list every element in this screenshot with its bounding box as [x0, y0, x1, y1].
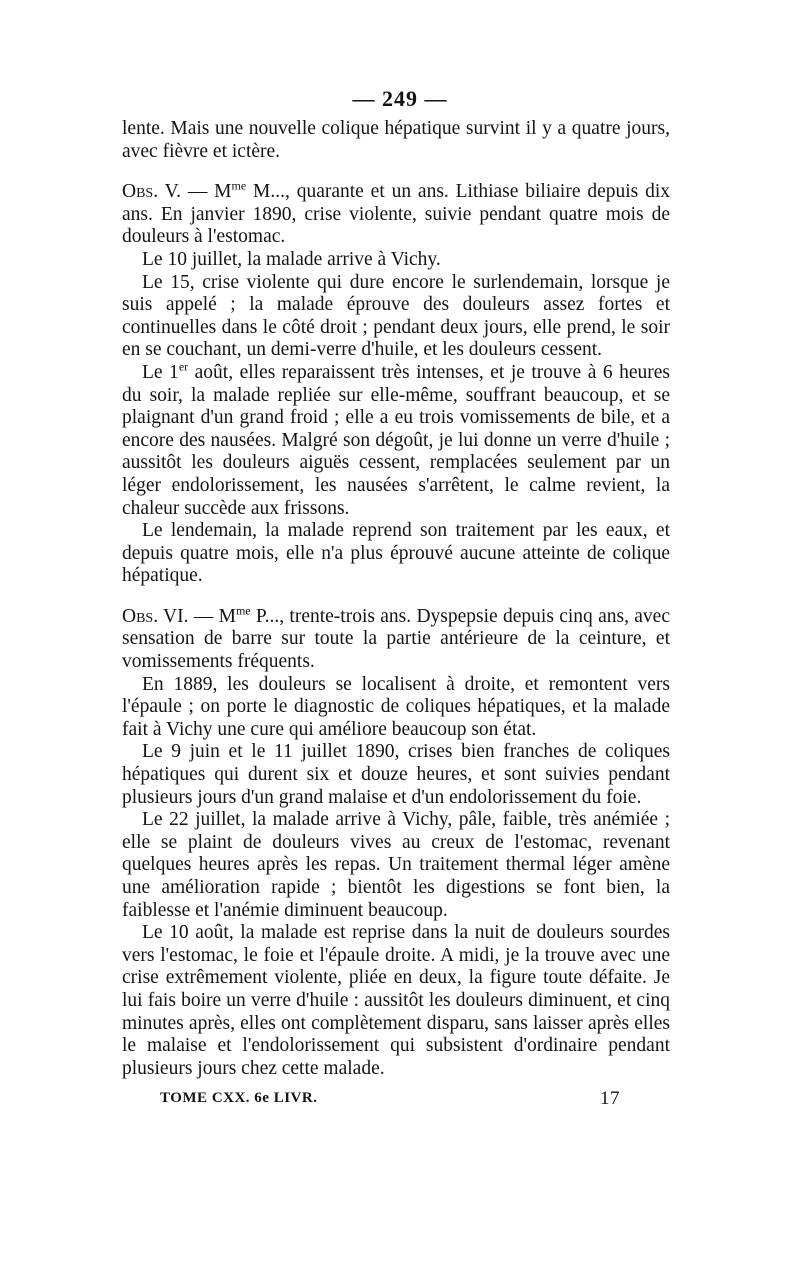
paragraph: Le 9 juin et le 11 juillet 1890, crises bien franches de coliques hépatiques qui durent six et douze heures, et sont suivies pendant plusieurs jours d'un grand malaise et d'un endolorissement du foie. — [122, 741, 670, 808]
paragraph: Le 22 juillet, la malade arrive à Vichy, pâle, faible, très anémiée ; elle se plaint de douleurs vives au creux de l'estomac, revenant quelques heures après les repas. Un traitement thermal léger amène une amélioration rapide ; bientôt les digestions se font bien, la faiblesse et l'anémie diminuent beaucoup. — [122, 809, 670, 921]
paragraph: Le lendemain, la malade reprend son traitement par les eaux, et depuis quatre mois, elle n'a plus éprouvé aucune atteinte de colique hépatique. — [122, 520, 670, 587]
superscript: er — [178, 359, 189, 374]
observation-text: M..., quarante et un ans. Lithiase biliaire depuis dix ans. En janvier 1890, crise violente, suivie pendant quatre mois de douleurs à l'estomac. — [122, 181, 670, 248]
paragraph-rest: août, elles reparaissent très intenses, et je trouve à 6 heures du soir, la malade repliée sur elle-même, souffrant beaucoup, et se plaignant d'un grand froid ; elle a eu trois vomissements de bile, et a encore des nausées. Malgré son dégoût, je lui donne un verre d'huile ; aussitôt les douleurs aiguës cessent, remplacées seulement par un léger endolorissement, les nausées s'arrêtent, le calme revient, la chaleur succède aux frissons. — [122, 361, 670, 519]
superscript: me — [231, 178, 247, 193]
observation-label: Obs. VI. — [122, 605, 189, 627]
paragraph-start: Le 1 — [142, 361, 179, 383]
observation-5 — [122, 178, 670, 249]
paragraph: Le 10 août, la malade est reprise dans la nuit de douleurs sourdes vers l'estomac, le foie et l'épaule droite. A midi, je la trouve avec une crise extrêmement violente, pliée en deux, la figure toute défaite. Je lui fais boire un verre d'huile : aussitôt les douleurs diminuent, et cinq minutes après, elles ont complètement disparu, sans laisser après elles le malaise et l'endolorissement qui subsistent d'ordinaire pendant plusieurs jours chez cette malade. — [122, 922, 670, 1079]
observation-label: Obs. V. — [122, 181, 182, 203]
superscript: me — [235, 603, 251, 618]
page-number: — 249 — — [352, 86, 448, 111]
paragraph: Le 15, crise violente qui dure encore le surlendemain, lorsque je suis appelé ; la malade éprouve des douleurs assez fortes et continuelles dans le côté droit ; pendant deux jours, elle prend, le soir en se couchant, un demi-verre d'huile, et les douleurs cessent. — [122, 271, 670, 361]
paragraph: Le 10 juillet, la malade arrive à Vichy. — [142, 248, 441, 270]
observation-6 — [122, 603, 670, 674]
signature-mark: TOME CXX. 6e LIVR. — [160, 1090, 318, 1106]
paragraph: En 1889, les douleurs se localisent à droite, et remontent vers l'épaule ; on porte le diagnostic de coliques hépatiques, et la malade fait à Vichy une cure qui améliore beaucoup son état. — [122, 673, 670, 740]
body-text — [122, 118, 670, 1080]
observation-text: P..., trente-trois ans. Dyspepsie depuis cinq ans, avec sensation de barre sur toute la partie antérieure de la ceinture, et vomissements fréquents. — [122, 605, 670, 673]
observation-dash: — M — [181, 181, 232, 203]
paragraph — [122, 359, 670, 520]
sheet-number: 17 — [600, 1088, 620, 1109]
paragraph-continuation: lente. Mais une nouvelle colique hépatique survint il y a quatre jours, avec fièvre et ictère. — [122, 118, 670, 162]
observation-dash: — M — [188, 605, 236, 627]
